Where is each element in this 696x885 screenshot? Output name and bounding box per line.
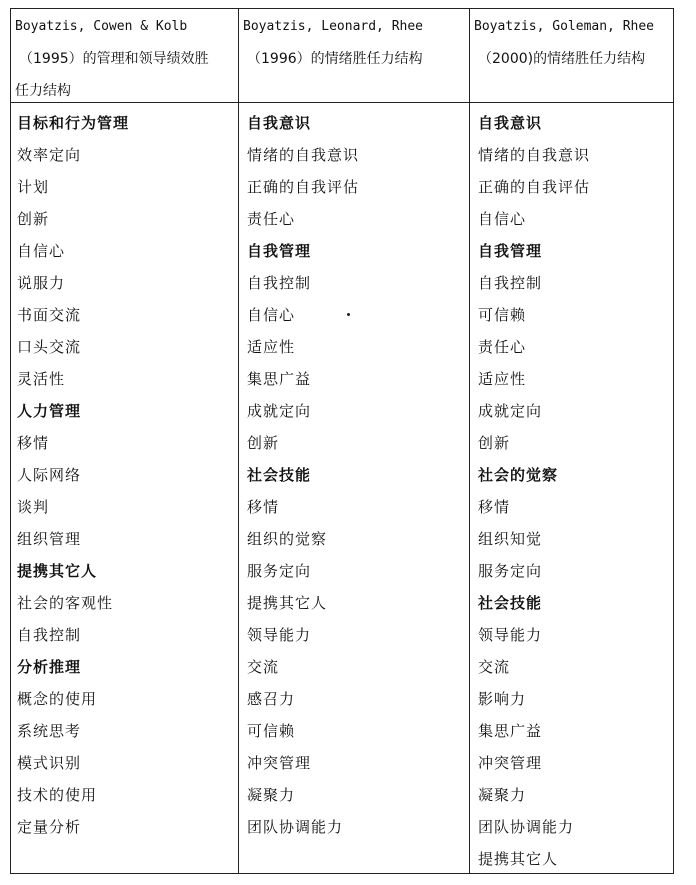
column-3-item: 自我控制 xyxy=(478,274,543,292)
header-2-line-1: Boyatzis, Leonard, Rhee xyxy=(243,19,424,34)
column-3-item: 创新 xyxy=(478,434,511,452)
column-2-item: 适应性 xyxy=(247,338,296,356)
column-2-item: 领导能力 xyxy=(247,626,312,644)
column-1-item: 概念的使用 xyxy=(17,690,98,708)
column-1-item: 提携其它人 xyxy=(17,562,98,580)
column-1-item: 组织管理 xyxy=(17,530,82,548)
column-2-item: 团队协调能力 xyxy=(247,818,344,836)
column-1-item: 灵活性 xyxy=(17,370,66,388)
column-1-body xyxy=(17,107,129,843)
column-2-item: 自信心 xyxy=(247,306,296,324)
column-1-item: 创新 xyxy=(17,210,50,228)
column-3-item: 服务定向 xyxy=(478,562,543,580)
header-1-line-1: Boyatzis, Cowen & Kolb xyxy=(15,19,188,34)
column-3-item: 情绪的自我意识 xyxy=(478,146,591,164)
column-2-item: 移情 xyxy=(247,498,280,516)
header-cell-2 xyxy=(243,11,465,75)
column-1-item: 移情 xyxy=(17,434,50,452)
column-3-item: 责任心 xyxy=(478,338,527,356)
column-3-item: 移情 xyxy=(478,498,511,516)
column-2-item: 责任心 xyxy=(247,210,296,228)
column-2-item: 交流 xyxy=(247,658,280,676)
column-1-item: 目标和行为管理 xyxy=(17,114,130,132)
header-2-line-2: （1996）的情绪胜任力结构 xyxy=(247,51,423,67)
column-2-item: 自我意识 xyxy=(247,114,312,132)
column-3-body xyxy=(478,107,590,875)
column-3-item: 交流 xyxy=(478,658,511,676)
column-2-item: 组织的觉察 xyxy=(247,530,328,548)
column-3-item: 组织知觉 xyxy=(478,530,543,548)
column-3-item: 自我意识 xyxy=(478,114,543,132)
column-3-item: 社会技能 xyxy=(478,594,543,612)
header-cell-1 xyxy=(15,11,235,107)
column-2-item: 服务定向 xyxy=(247,562,312,580)
column-2-body xyxy=(247,107,359,843)
column-2-item: 冲突管理 xyxy=(247,754,312,772)
column-1-item: 书面交流 xyxy=(17,306,82,324)
column-3-item: 可信赖 xyxy=(478,306,527,324)
column-3-item: 成就定向 xyxy=(478,402,543,420)
column-divider-2 xyxy=(469,9,470,873)
column-1-item: 自我控制 xyxy=(17,626,82,644)
column-3-item: 社会的觉察 xyxy=(478,466,559,484)
column-2-item: 成就定向 xyxy=(247,402,312,420)
column-1-item: 模式识别 xyxy=(17,754,82,772)
column-3-item: 正确的自我评估 xyxy=(478,178,591,196)
column-3-item: 团队协调能力 xyxy=(478,818,575,836)
column-2-item: 自我控制 xyxy=(247,274,312,292)
column-3-item: 冲突管理 xyxy=(478,754,543,772)
column-divider-1 xyxy=(238,9,239,873)
column-2-item: 可信赖 xyxy=(247,722,296,740)
column-1-item: 人际网络 xyxy=(17,466,82,484)
column-2-item: 情绪的自我意识 xyxy=(247,146,360,164)
table-header-row xyxy=(11,9,673,103)
column-2-item: 创新 xyxy=(247,434,280,452)
column-3-item: 适应性 xyxy=(478,370,527,388)
column-2-item: 集思广益 xyxy=(247,370,312,388)
column-2-item: 凝聚力 xyxy=(247,786,296,804)
column-1-item: 口头交流 xyxy=(17,338,82,356)
column-1-item: 人力管理 xyxy=(17,402,82,420)
header-3-line-1: Boyatzis, Goleman, Rhee xyxy=(474,19,655,34)
header-1-line-2: （1995）的管理和领导绩效胜 xyxy=(19,51,209,67)
column-1-item: 定量分析 xyxy=(17,818,82,836)
header-3-line-2: （2000)的情绪胜任力结构 xyxy=(478,51,646,67)
column-2-item: 提携其它人 xyxy=(247,594,328,612)
column-3-item: 集思广益 xyxy=(478,722,543,740)
column-1-item: 技术的使用 xyxy=(17,786,98,804)
column-2-item: 社会技能 xyxy=(247,466,312,484)
header-1-line-3: 任力结构 xyxy=(15,83,71,99)
header-cell-3 xyxy=(474,11,672,75)
column-3-item: 凝聚力 xyxy=(478,786,527,804)
column-2-item: 感召力 xyxy=(247,690,296,708)
column-2-item: 正确的自我评估 xyxy=(247,178,360,196)
column-3-item: 影响力 xyxy=(478,690,527,708)
column-3-item: 自信心 xyxy=(478,210,527,228)
column-1-item: 系统思考 xyxy=(17,722,82,740)
column-3-item: 自我管理 xyxy=(478,242,543,260)
column-1-item: 自信心 xyxy=(17,242,66,260)
column-2-item: 自我管理 xyxy=(247,242,312,260)
column-1-item: 效率定向 xyxy=(17,146,82,164)
column-3-item: 领导能力 xyxy=(478,626,543,644)
competency-table xyxy=(10,8,674,874)
column-1-item: 谈判 xyxy=(17,498,50,516)
column-1-item: 分析推理 xyxy=(17,658,82,676)
column-3-item: 提携其它人 xyxy=(478,850,559,868)
column-1-item: 说服力 xyxy=(17,274,66,292)
column-1-item: 社会的客观性 xyxy=(17,594,114,612)
column-1-item: 计划 xyxy=(17,178,50,196)
scan-speck xyxy=(347,313,350,316)
